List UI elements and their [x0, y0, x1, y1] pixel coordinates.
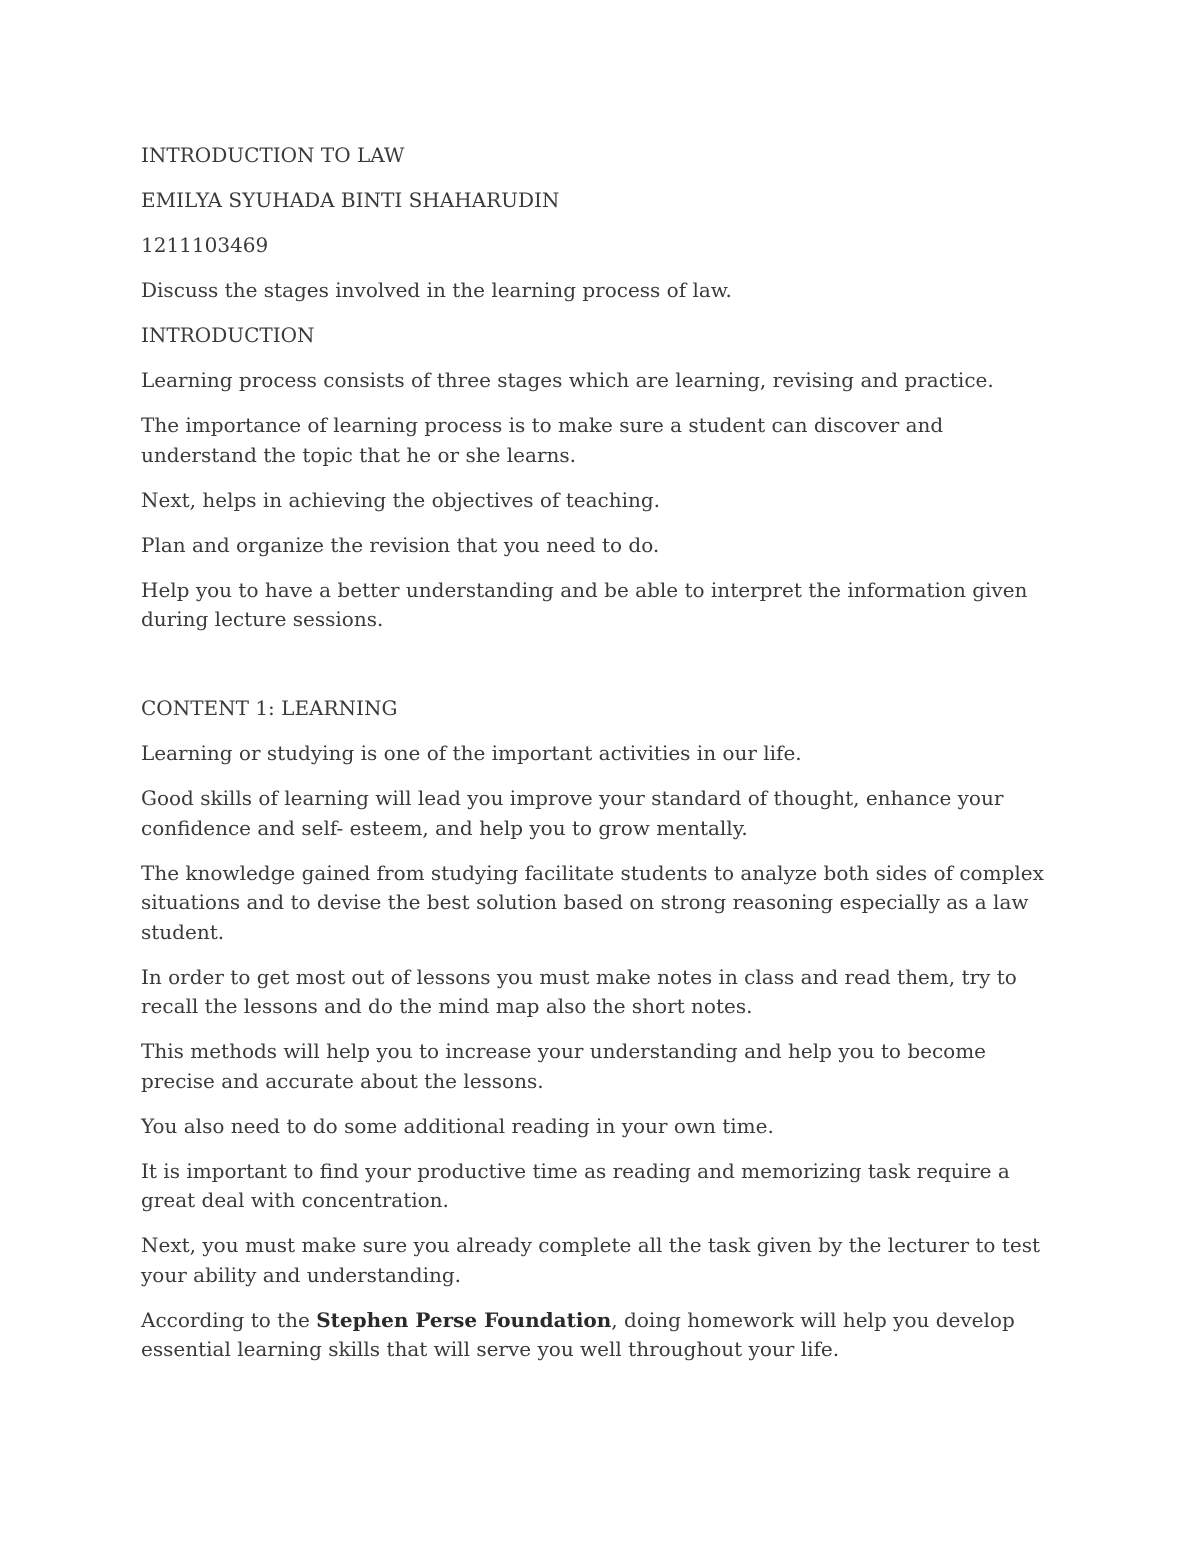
- student-name: EMILYA SYUHADA BINTI SHAHARUDIN: [141, 188, 560, 212]
- last-paragraph-before: According to the: [141, 1307, 317, 1332]
- intro-paragraph: The importance of learning process is to make sure a student can discover and understand the topic that he or she learns.: [141, 413, 944, 467]
- content1-paragraph: You also need to do some additional reading in your own time.: [141, 1113, 774, 1138]
- introduction-heading: INTRODUCTION: [141, 323, 315, 347]
- content1-paragraph: Good skills of learning will lead you improve your standard of thought, enhance your confidence and self- esteem, and help you to grow mentally.: [141, 786, 1004, 840]
- intro-paragraph: Learning process consists of three stages which are learning, revising and practice.: [141, 368, 994, 392]
- content1-paragraph: It is important to find your productive time as reading and memorizing task require a great deal with concentration.: [141, 1158, 1010, 1212]
- last-paragraph-after: , doing homework will help you develop essential learning skills that will serve you well throughout your life.: [141, 1307, 1015, 1361]
- intro-paragraph: Help you to have a better understanding and be able to interpret the information given during lecture sessions.: [141, 577, 1028, 631]
- question-text: Discuss the stages involved in the learning process of law.: [141, 278, 732, 302]
- content1-paragraph: This methods will help you to increase your understanding and help you to become precise and accurate about the lessons.: [141, 1039, 987, 1093]
- content1-paragraph: In order to get most out of lessons you must make notes in class and read them, try to recall the lessons and do the mind map also the short notes.: [141, 964, 1017, 1018]
- intro-paragraph: Next, helps in achieving the objectives of teaching.: [141, 487, 661, 512]
- content1-paragraph: Next, you must make sure you already complete all the task given by the lecturer to test your ability and understanding.: [141, 1233, 1041, 1287]
- intro-paragraph: Plan and organize the revision that you need to do.: [141, 532, 660, 557]
- section-spacer: [141, 650, 1060, 694]
- foundation-name: Stephen Perse Foundation: [316, 1307, 612, 1332]
- content1-paragraph: The knowledge gained from studying facilitate students to analyze both sides of complex situations and to devise the best solution based on strong reasoning especially as a law student.: [141, 860, 1044, 944]
- content1-paragraph: Learning or studying is one of the important activities in our life.: [141, 741, 802, 765]
- student-id: 1211103469: [141, 233, 269, 257]
- course-title: INTRODUCTION TO LAW: [141, 143, 405, 167]
- content1-last-paragraph: [141, 1306, 1060, 1365]
- content1-heading: CONTENT 1: LEARNING: [141, 696, 398, 720]
